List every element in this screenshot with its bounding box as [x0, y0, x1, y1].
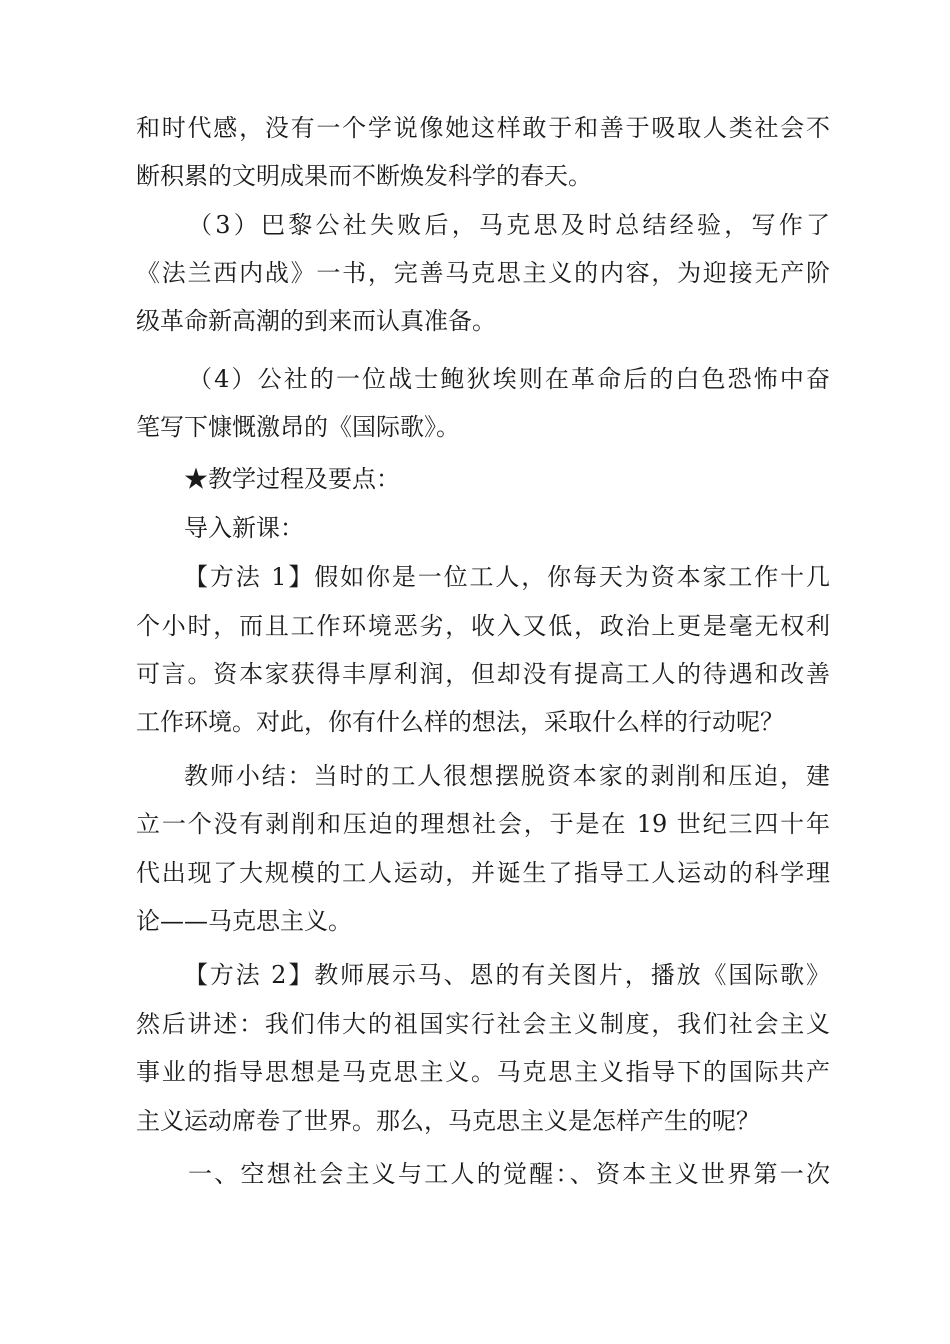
- section-subheading: 导入新课：: [184, 514, 304, 542]
- text-line: 代出现了大规模的工人运动，并诞生了指导工人运动的科学理: [136, 859, 830, 887]
- text-line: （4）公社的一位战士鲍狄埃则在革命后的白色恐怖中奋: [188, 365, 830, 393]
- text-line: 《法兰西内战》一书，完善马克思主义的内容，为迎接无产阶: [136, 259, 830, 287]
- text-line: 断积累的文明成果而不断焕发科学的春天。: [136, 162, 592, 190]
- section-heading: ★教学过程及要点：: [184, 465, 400, 493]
- text-line: 一、空想社会主义与工人的觉醒：、资本主义世界第一次: [188, 1160, 830, 1188]
- text-line: 可言。资本家获得丰厚利润，但却没有提高工人的待遇和改善: [136, 660, 830, 688]
- text-line: 和时代感，没有一个学说像她这样敢于和善于吸取人类社会不: [136, 114, 830, 142]
- text-line: 教师小结：当时的工人很想摆脱资本家的剥削和压迫，建: [184, 762, 830, 790]
- text-line: 事业的指导思想是马克思主义。马克思主义指导下的国际共产: [136, 1058, 830, 1086]
- text-line: 个小时，而且工作环境恶劣，收入又低，政治上更是毫无权利: [136, 612, 830, 640]
- text-line: 【方法 1】假如你是一位工人，你每天为资本家工作十几: [184, 563, 830, 591]
- text-line: （3）巴黎公社失败后，马克思及时总结经验，写作了: [188, 211, 830, 239]
- text-line: 然后讲述：我们伟大的祖国实行社会主义制度，我们社会主义: [136, 1010, 830, 1038]
- text-line: 工作环境。对此，你有什么样的想法，采取什么样的行动呢？: [136, 708, 784, 736]
- text-line: 笔写下慷慨激昂的《国际歌》。: [136, 413, 460, 441]
- text-line: 级革命新高潮的到来而认真准备。: [136, 307, 496, 335]
- text-line: 立一个没有剥削和压迫的理想社会，于是在 19 世纪三四十年: [136, 810, 830, 838]
- text-line: 【方法 2】教师展示马、恩的有关图片，播放《国际歌》: [184, 961, 830, 989]
- text-line: 论——马克思主义。: [136, 907, 352, 935]
- text-line: 主义运动席卷了世界。那么，马克思主义是怎样产生的呢？: [136, 1107, 760, 1135]
